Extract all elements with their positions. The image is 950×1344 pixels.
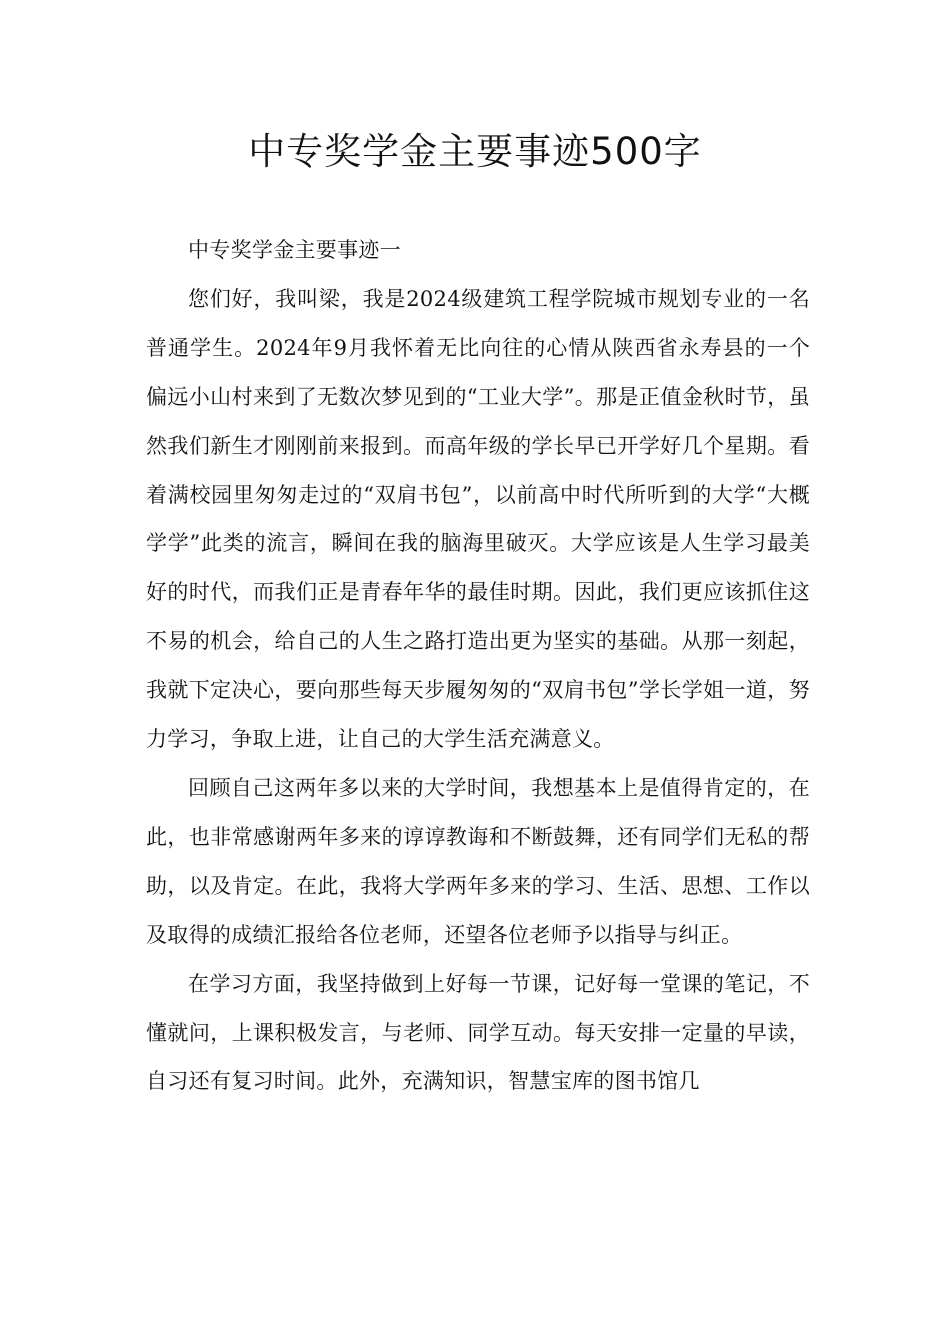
paragraph: 您们好，我叫梁，我是2024级建筑工程学院城市规划专业的一名普通学生。2024年9月我怀着无比向往的心情从陕西省永寿县的一个偏远小山村来到了无数次梦见到的“工业大学”。那是正值金秋时节，虽然我们新生才刚刚前来报到。而高年级的学长早已开学好几个星期。看着满校园里匆匆走过的“双肩书包”，以前高中时代所听到的大学“大概学学”此类的流言，瞬间在我的脑海里破灭。大学应该是人生学习最美好的时代，而我们正是青春年华的最佳时期。因此，我们更应该抓住这不易的机会，给自己的人生之路打造出更为坚实的基础。从那一刻起，我就下定决心，要向那些每天步履匆匆的“双肩书包”学长学姐一道，努力学习，争取上进，让自己的大学生活充满意义。 (146, 286, 810, 752)
document-title: 中专奖学金主要事迹500字 (248, 130, 702, 173)
paragraph: 在学习方面，我坚持做到上好每一节课，记好每一堂课的笔记，不懂就问，上课积极发言，与老师、同学互动。每天安排一定量的早读，自习还有复习时间。此外，充满知识，智慧宝库的图书馆几 (146, 971, 810, 1094)
document-body (146, 226, 810, 1106)
section-heading: 中专奖学金主要事迹一 (188, 238, 401, 262)
paragraph: 回顾自己这两年多以来的大学时间，我想基本上是值得肯定的，在此，也非常感谢两年多来的谆谆教诲和不断鼓舞，还有同学们无私的帮助，以及肯定。在此，我将大学两年多来的学习、生活、思想、工作以及取得的成绩汇报给各位老师，还望各位老师予以指导与纠正。 (146, 775, 810, 947)
